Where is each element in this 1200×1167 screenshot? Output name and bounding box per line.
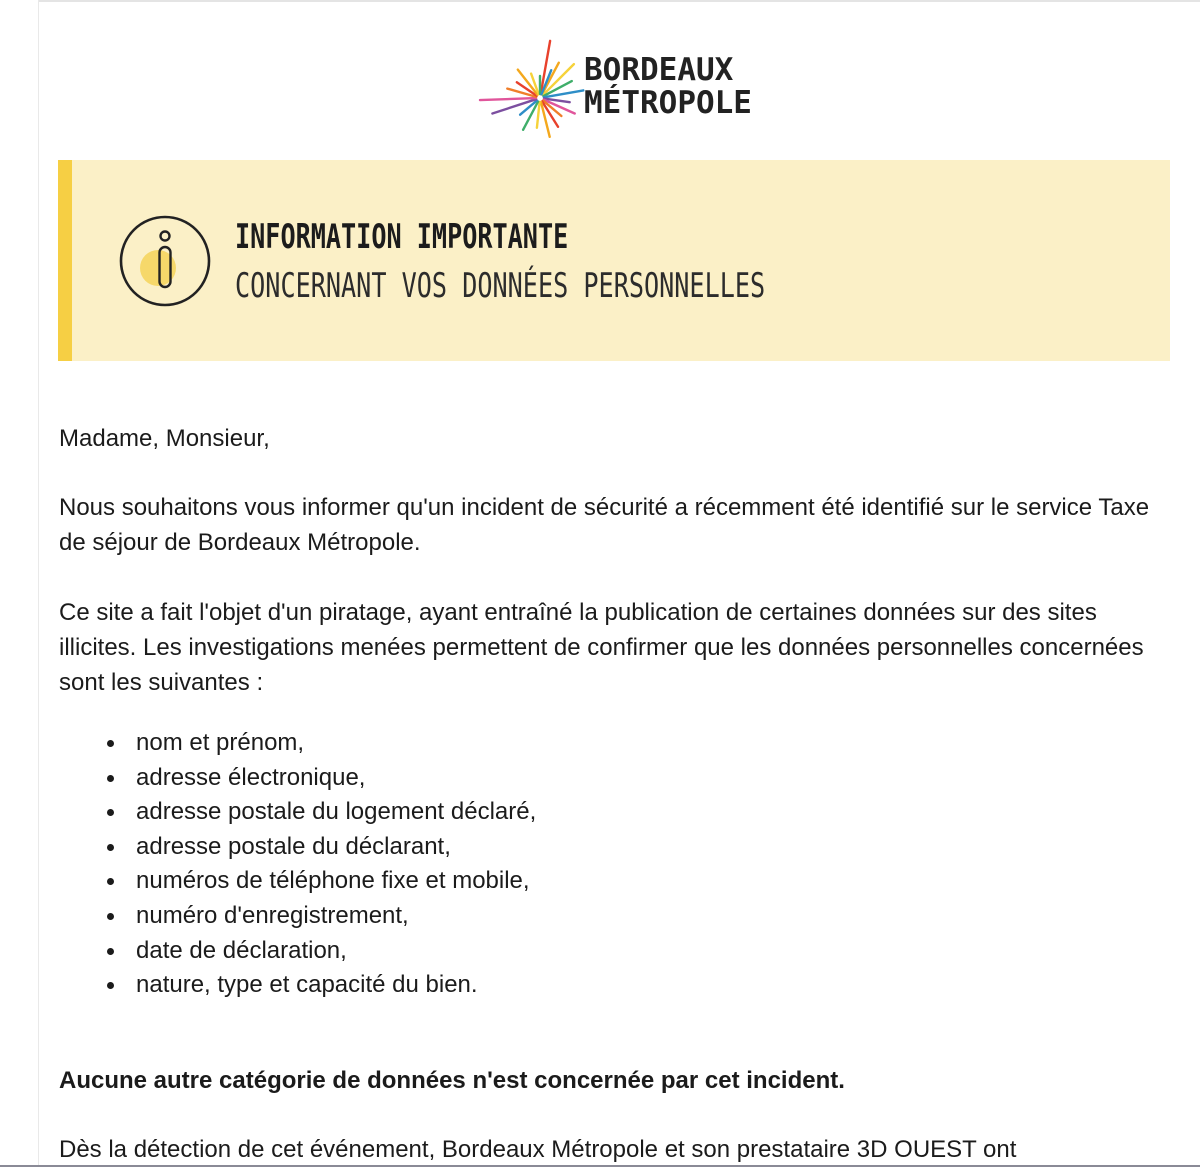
logo-ray: [537, 102, 540, 128]
list-item: adresse postale du déclarant,: [59, 830, 536, 865]
list-item: numéro d'enregistrement,: [59, 899, 536, 934]
logo-line-2: MÉTROPOLE: [584, 85, 752, 121]
bordeaux-metropole-logo: [478, 30, 768, 142]
logo-wordmark: [584, 54, 752, 120]
letter-paragraph-2: Ce site a fait l'objet d'un piratage, ayant entraîné la publication de certaines données sur des sites illicites. Les investigations menées permettent de confirmer que les données personnelles concernées sont les suivantes :: [59, 599, 1144, 696]
banner-accent-bar: [58, 160, 72, 361]
info-icon: [118, 214, 212, 308]
list-item: adresse électronique,: [59, 761, 536, 796]
list-item: nom et prénom,: [59, 726, 536, 761]
banner-subtitle: CONCERNANT VOS DONNÉES PERSONNELLES: [235, 266, 766, 306]
frame-left-border: [38, 0, 39, 1167]
banner-title: INFORMATION IMPORTANTE: [235, 217, 569, 257]
important-info-banner: [58, 160, 1170, 361]
letter-greeting: Madame, Monsieur,: [59, 425, 270, 452]
logo-burst-icon: [478, 30, 588, 142]
list-item: date de déclaration,: [59, 934, 536, 969]
no-other-data-statement: Aucune autre catégorie de données n'est concernée par cet incident.: [59, 1067, 845, 1094]
affected-data-list: [59, 726, 536, 1003]
logo-line-1: BORDEAUX: [584, 52, 734, 88]
list-item: adresse postale du logement déclaré,: [59, 795, 536, 830]
letter-paragraph-3-start: Dès la détection de cet événement, Bordeaux Métropole et son prestataire 3D OUEST ont: [59, 1136, 1017, 1163]
list-item: numéros de téléphone fixe et mobile,: [59, 864, 536, 899]
letter-paragraph-1: Nous souhaitons vous informer qu'un incident de sécurité a récemment été identifié sur le service Taxe de séjour de Bordeaux Métropole.: [59, 494, 1150, 556]
frame-top-border: [38, 0, 1200, 2]
list-item: nature, type et capacité du bien.: [59, 968, 536, 1003]
logo-ray: [480, 98, 536, 100]
